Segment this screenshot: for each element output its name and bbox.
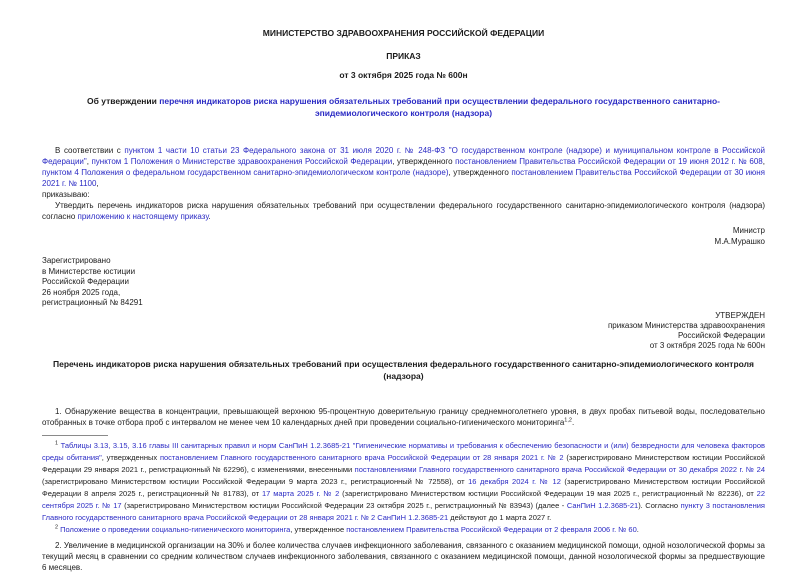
text-run: ,	[762, 157, 765, 166]
footnote-marker: 1,2	[564, 416, 572, 423]
document-link[interactable]: постановлением Правительства Российской Федерации от 2 февраля 2006 г. № 60	[346, 524, 637, 534]
footnote-marker: 2	[55, 524, 59, 530]
approval-block-line: УТВЕРЖДЕН	[715, 310, 765, 320]
document-link[interactable]: постановлением Главного государственного санитарного врача Российской Федерации от 28 января 2021 г. № 2	[159, 452, 564, 462]
approval-block-line: от 3 октября 2025 года № 600н	[649, 340, 765, 350]
registration-block-line: Зарегистрировано	[42, 256, 111, 265]
text-run: .	[636, 524, 639, 534]
text-run: В соответствии с	[55, 146, 125, 155]
doc-type-heading: ПРИКАЗ	[386, 51, 421, 61]
document-link[interactable]: пунктом 1 Положения о Министерстве здравоохранения Российской Федерации	[91, 157, 393, 166]
order-paragraph	[42, 200, 765, 222]
approval-block	[42, 311, 765, 351]
registration-block-line: регистрационный № 84291	[42, 298, 143, 307]
document-link[interactable]: пунктом 1 части 10 статьи 23 Федерального закона от 31 июля 2020 г. № 248-ФЗ "О государственном контроле (надзоре) и муниципальном контроле в Российской Федерации"	[42, 146, 766, 166]
registration-block-line: Российской Федерации	[42, 277, 129, 286]
text-run: , утвержденное	[290, 524, 347, 534]
document-link[interactable]: 16 декабря 2024 г. № 12	[468, 476, 561, 486]
document-link[interactable]: постановлением Правительства Российской Федерации от 30 июня 2021 г. № 1100	[42, 168, 765, 188]
signature-block-line: М.А.Мурашко	[714, 237, 765, 246]
document-link[interactable]: Таблицы 3.13, 3.15, 3.16 главы III санитарных правил и норм СанПиН 1.2.3685-21 "Гигиенические нормативы и требования к обеспечению безопасности и (или) безвредности для человека факторов среды обитания"	[42, 440, 765, 462]
footnote-marker: 1	[55, 440, 59, 446]
annex-item-2: 2. Увеличение в медицинской организации на 30% и более количества случаев инфекционного заболевания, связанного с оказанием медицинской помощи, одной нозологической формы за текущий месяц в сравнении со средним количеством случаев инфекционного заболевания, связанного с оказанием медицинской помощи, данной нозологической формы за предшествующие 6 месяцев.	[42, 540, 765, 572]
footnote-2	[42, 524, 765, 536]
preamble-paragraph	[42, 145, 765, 200]
annex-title: Перечень индикаторов риска нарушения обязательных требований при осуществления федерального государственного санитарно-эпидемиологического контроля (надзора)	[53, 358, 754, 381]
document-link[interactable]: постановлением Правительства Российской Федерации от 19 июня 2012 г. № 608	[455, 157, 763, 166]
document-link[interactable]: пунктом 4 Положения о федеральном государственном санитарно-эпидемиологическом контроле (надзоре)	[42, 168, 449, 177]
text-run: (зарегистрировано Министерством юстиции Российской Федерации 8 апреля 2025 г., регистрационный № 81783), от	[42, 476, 765, 498]
signature-block	[42, 225, 765, 247]
registration-block-line: в Министерстве юстиции	[42, 266, 136, 276]
document-link[interactable]: постановлениями Главного государственного санитарного врача Российской Федерации от 30 декабря 2022 г. № 24	[354, 464, 765, 474]
document-link[interactable]: СанПиН 1.2.3685-21	[566, 500, 639, 510]
text-run: ). Согласно	[638, 500, 681, 510]
signature-block-line: Министр	[732, 226, 765, 235]
text-run: , утвержденного	[392, 157, 456, 166]
document-link[interactable]: Положение о проведении социально-гигиенического мониторинга	[60, 524, 291, 534]
document-link[interactable]: пункту 3 постановления Главного государственного санитарного врача Российской Федерации от 28 января 2021 г. № 2 СанПиН 1.2.3685-21	[42, 500, 765, 522]
document-link[interactable]: 22 сентября 2025 г. № 17	[42, 488, 766, 510]
text-run: 1. Обнаружение вещества в концентрации, превышающей верхнюю 95-процентную доверительную границу среднемноголетнего уровня, в двух пробах питьевой воды, последовательно отобранных в точке отбора проб с интервалом не менее чем 10 календарных дней при проведении социально-гигиенического мониторинга	[42, 406, 765, 427]
text-run: (зарегистрировано Министерством юстиции Российской Федерации 23 октября 2025 г., регистрационный № 83943) (далее -	[121, 500, 567, 510]
document-link[interactable]: перечня индикаторов риска нарушения обязательных требований при осуществлении федерального государственного санитарно-эпидемиологического контроля (надзора)	[159, 96, 720, 118]
text-run: ,	[96, 179, 99, 188]
document-link[interactable]: приложению к настоящему приказу	[77, 212, 209, 221]
doc-subject-heading	[42, 95, 765, 119]
footnote-separator	[42, 435, 108, 436]
text-run: Утвердить перечень индикаторов риска нарушения обязательных требований при осуществлении федерального государственного санитарно-эпидемиологического контроля (надзора) согласно	[42, 201, 765, 221]
approval-block-line: Российской Федерации	[678, 330, 765, 340]
text-run: действуют до 1 марта 2027 г.	[448, 512, 552, 522]
text-run: приказываю:	[42, 190, 90, 199]
footnote-1	[42, 440, 765, 524]
text-run: , утвержденных	[101, 452, 160, 462]
annex-item-1	[42, 406, 765, 428]
text-run: ,	[86, 157, 92, 166]
text-run: (зарегистрировано Министерством юстиции Российской Федерации 29 января 2021 г., регистрационный № 62296), с изменениями, внесенными	[42, 452, 765, 474]
registration-block-line: 26 ноября 2025 года,	[42, 287, 121, 297]
ministry-heading: МИНИСТЕРСТВО ЗДРАВООХРАНЕНИЯ РОССИЙСКОЙ ФЕДЕРАЦИИ	[262, 28, 545, 38]
text-run: (зарегистрировано Министерством юстиции Российской Федерации 9 марта 2023 г., регистрационный № 72558), от	[42, 476, 469, 486]
document-link[interactable]: 17 марта 2025 г. № 2	[261, 488, 340, 498]
text-run: (зарегистрировано Министерством юстиции Российской Федерации 19 мая 2025 г., регистрационный № 82236), от	[339, 488, 757, 498]
text-run: Об утверждении	[87, 96, 160, 106]
text-run: .	[208, 212, 211, 221]
doc-date-heading: от 3 октября 2025 года № 600н	[339, 70, 468, 80]
approval-block-line: приказом Министерства здравоохранения	[607, 320, 765, 330]
text-run: , утвержденного	[448, 168, 512, 177]
text-run: .	[571, 417, 575, 427]
registration-block	[42, 256, 765, 309]
